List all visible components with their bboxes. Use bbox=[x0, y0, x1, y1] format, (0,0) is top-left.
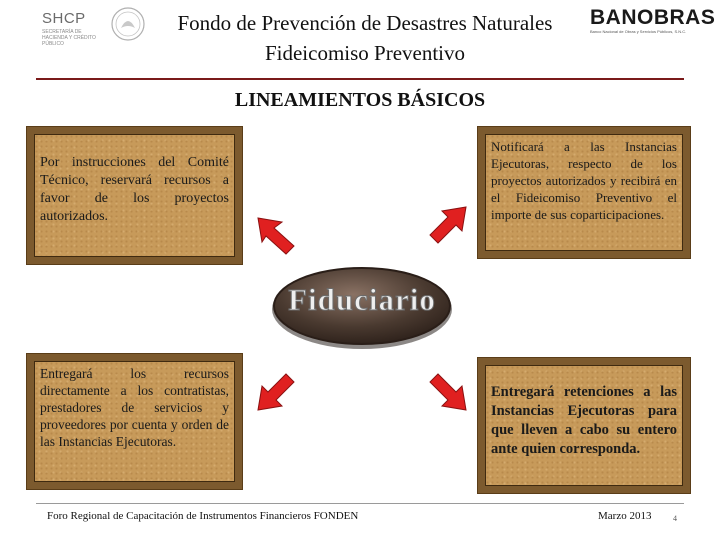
board-top-right-text: Notificará a las Instancias Ejecutoras, respecto de los proyectos autorizados y recibirá en el Fideicomiso Preventivo el importe de sus coparticipaciones. bbox=[491, 139, 677, 222]
board-bottom-right bbox=[478, 358, 690, 493]
header-divider bbox=[36, 78, 684, 80]
banobras-logo-tagline: Banco Nacional de Obras y Servicios Públicos, S.N.C. bbox=[590, 29, 687, 34]
arrow-down-left-icon bbox=[252, 370, 298, 416]
page-title bbox=[150, 8, 580, 68]
board-bottom-left-text: Entregará los recursos directamente a los contratistas, prestadores de servicios y proveedores por cuenta y orden de las Instancias Ejecutoras. bbox=[40, 366, 229, 449]
shcp-logo-text: SHCP bbox=[42, 10, 86, 27]
footer-event: Foro Regional de Capacitación de Instrumentos Financieros FONDEN bbox=[47, 510, 359, 522]
banobras-logo-text: BANOBRAS bbox=[590, 6, 716, 29]
section-heading: LINEAMIENTOS BÁSICOS bbox=[234, 89, 486, 111]
shcp-logo-subtitle: SECRETARÍA DE HACIENDA Y CRÉDITO PÚBLICO bbox=[42, 29, 96, 47]
board-top-left bbox=[27, 127, 242, 264]
title-line-2: Fideicomiso Preventivo bbox=[264, 41, 466, 65]
arrow-up-left-icon bbox=[252, 212, 298, 258]
mexico-seal-icon bbox=[110, 6, 146, 42]
banobras-logo bbox=[590, 6, 716, 40]
fiduciario-label: Fiduciario bbox=[288, 282, 436, 317]
page-number: 4 bbox=[673, 514, 677, 523]
board-top-left-text: Por instrucciones del Comité Técnico, reservará recursos a favor de los proyectos autorizados. bbox=[40, 155, 229, 224]
footer-date: Marzo 2013 bbox=[598, 510, 652, 522]
board-top-right bbox=[478, 127, 690, 258]
board-bottom-right-text: Entregará retenciones a las Instancias Ejecutoras para que lleven a cabo su entero ante quien corresponda. bbox=[491, 384, 677, 457]
arrow-up-right-icon bbox=[426, 201, 472, 247]
arrow-down-right-icon bbox=[426, 370, 472, 416]
footer-divider bbox=[36, 503, 684, 504]
board-bottom-left bbox=[27, 354, 242, 489]
title-line-1: Fondo de Prevención de Desastres Naturales bbox=[177, 11, 553, 35]
